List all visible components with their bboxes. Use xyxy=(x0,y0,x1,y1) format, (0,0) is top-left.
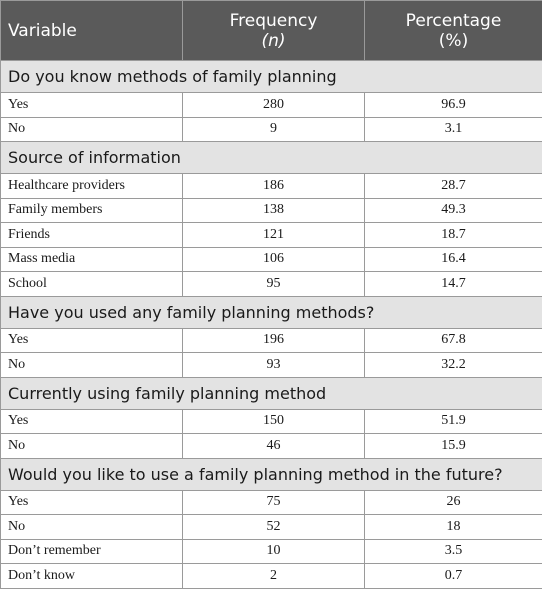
row-frequency: 52 xyxy=(183,515,365,540)
row-frequency: 10 xyxy=(183,539,365,564)
section-header-row xyxy=(1,377,542,409)
row-frequency: 121 xyxy=(183,223,365,248)
row-label: Mass media xyxy=(1,247,183,272)
table-row xyxy=(1,117,542,142)
row-percentage: 18.7 xyxy=(365,223,542,248)
row-percentage: 16.4 xyxy=(365,247,542,272)
table-row xyxy=(1,490,542,515)
table-row xyxy=(1,198,542,223)
row-percentage: 67.8 xyxy=(365,328,542,353)
header-frequency xyxy=(183,1,365,61)
section-title: Have you used any family planning methods? xyxy=(1,296,542,328)
row-frequency: 186 xyxy=(183,174,365,199)
row-label: Healthcare providers xyxy=(1,174,183,199)
table-header xyxy=(1,1,542,61)
table-row xyxy=(1,328,542,353)
row-frequency: 2 xyxy=(183,564,365,589)
header-percentage-unit: (%) xyxy=(438,30,469,51)
row-percentage: 3.1 xyxy=(365,117,542,142)
row-percentage: 26 xyxy=(365,490,542,515)
row-label: Don’t know xyxy=(1,564,183,589)
row-label: No xyxy=(1,434,183,459)
table-row xyxy=(1,539,542,564)
table-row xyxy=(1,353,542,378)
row-label: No xyxy=(1,515,183,540)
header-row xyxy=(1,1,542,61)
table-body xyxy=(1,61,542,589)
row-percentage: 14.7 xyxy=(365,272,542,297)
row-percentage: 28.7 xyxy=(365,174,542,199)
row-label: Don’t remember xyxy=(1,539,183,564)
table-row xyxy=(1,247,542,272)
table-row xyxy=(1,564,542,589)
row-frequency: 150 xyxy=(183,409,365,434)
row-frequency: 9 xyxy=(183,117,365,142)
section-header-row xyxy=(1,458,542,490)
row-label: Yes xyxy=(1,490,183,515)
table-row xyxy=(1,409,542,434)
section-header-row xyxy=(1,296,542,328)
header-percentage xyxy=(365,1,542,61)
row-percentage: 18 xyxy=(365,515,542,540)
header-frequency-unit: (n) xyxy=(261,30,286,51)
row-frequency: 280 xyxy=(183,93,365,118)
header-frequency-label: Frequency xyxy=(229,10,318,31)
row-frequency: 95 xyxy=(183,272,365,297)
table-row xyxy=(1,174,542,199)
row-label: Family members xyxy=(1,198,183,223)
section-title: Do you know methods of family planning xyxy=(1,61,542,93)
row-label: No xyxy=(1,353,183,378)
row-percentage: 3.5 xyxy=(365,539,542,564)
section-title: Currently using family planning method xyxy=(1,377,542,409)
table-row xyxy=(1,515,542,540)
row-percentage: 0.7 xyxy=(365,564,542,589)
table-row xyxy=(1,223,542,248)
row-label: No xyxy=(1,117,183,142)
row-percentage: 32.2 xyxy=(365,353,542,378)
row-frequency: 138 xyxy=(183,198,365,223)
row-percentage: 51.9 xyxy=(365,409,542,434)
row-label: Yes xyxy=(1,409,183,434)
header-percentage-label: Percentage xyxy=(405,10,502,31)
section-title: Would you like to use a family planning method in the future? xyxy=(1,458,542,490)
row-frequency: 196 xyxy=(183,328,365,353)
row-label: Yes xyxy=(1,328,183,353)
row-label: School xyxy=(1,272,183,297)
table-row xyxy=(1,434,542,459)
header-variable: Variable xyxy=(1,1,183,61)
section-header-row xyxy=(1,142,542,174)
table-row xyxy=(1,272,542,297)
row-percentage: 49.3 xyxy=(365,198,542,223)
section-header-row xyxy=(1,61,542,93)
row-percentage: 15.9 xyxy=(365,434,542,459)
row-label: Friends xyxy=(1,223,183,248)
row-frequency: 106 xyxy=(183,247,365,272)
table-row xyxy=(1,93,542,118)
row-frequency: 46 xyxy=(183,434,365,459)
row-frequency: 93 xyxy=(183,353,365,378)
row-frequency: 75 xyxy=(183,490,365,515)
row-label: Yes xyxy=(1,93,183,118)
section-title: Source of information xyxy=(1,142,542,174)
row-percentage: 96.9 xyxy=(365,93,542,118)
